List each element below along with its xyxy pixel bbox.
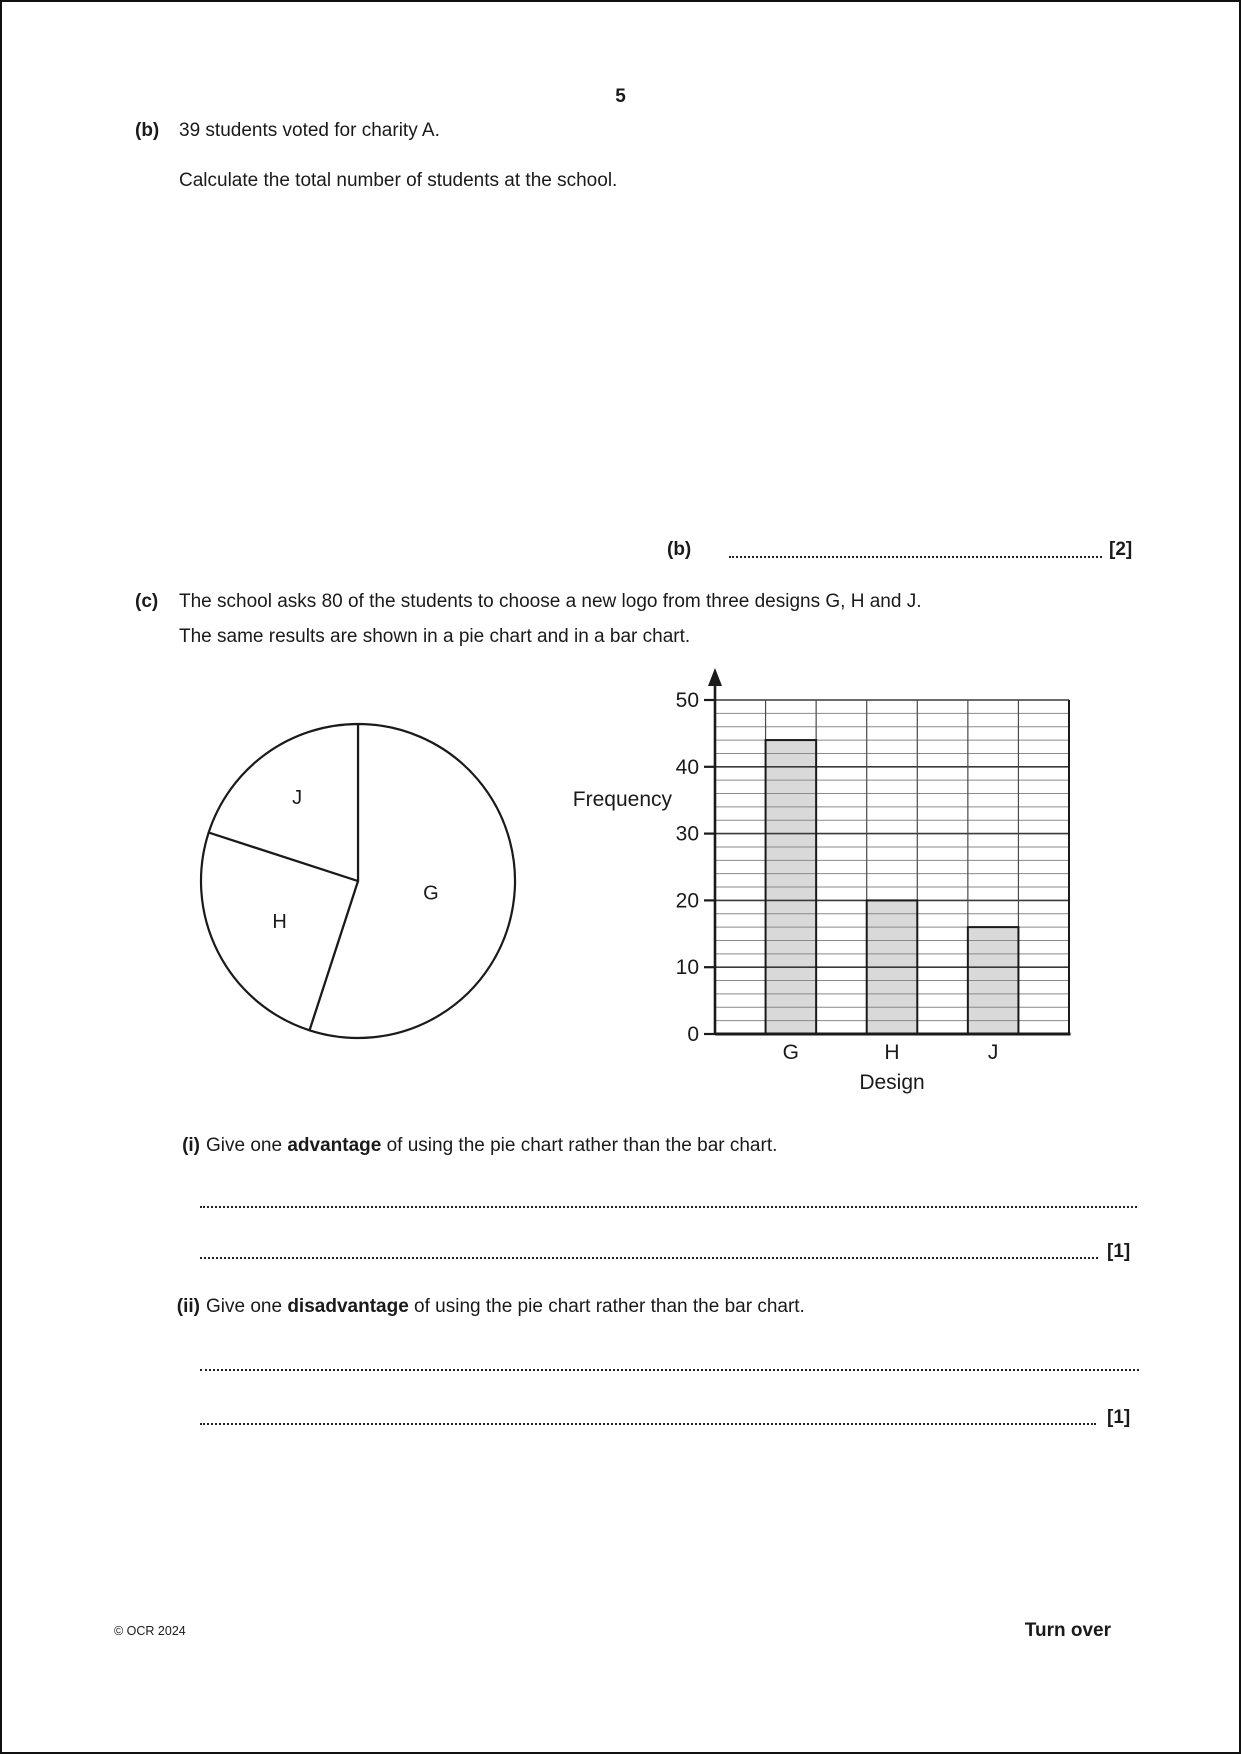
part-b-marks: [2]: [1109, 539, 1133, 560]
x-category-label-h: H: [884, 1041, 900, 1064]
page-number: 5: [615, 86, 626, 107]
part-c-label: (c): [135, 591, 159, 612]
y-tick-label: 50: [675, 689, 699, 712]
part-cii-text: [206, 1296, 805, 1318]
pie-label-j: J: [292, 787, 303, 810]
footer-copyright: © OCR 2024: [114, 1624, 186, 1638]
part-ci-text-bold: advantage: [287, 1135, 382, 1156]
bar-chart: [542, 642, 1087, 1102]
part-cii-answer-line-1[interactable]: [200, 1351, 1139, 1371]
y-tick-label: 30: [675, 822, 699, 846]
footer-turn-over: Turn over: [1024, 1620, 1111, 1641]
part-cii-answer-line-2[interactable]: [200, 1405, 1096, 1425]
pie-label-g: G: [423, 882, 439, 905]
y-axis-arrow-icon: [708, 668, 722, 686]
y-tick-label: 40: [675, 755, 699, 779]
y-tick-label: 0: [687, 1023, 699, 1046]
x-axis-title: Design: [859, 1071, 925, 1094]
part-ci-answer-line-2[interactable]: [200, 1239, 1098, 1259]
y-tick-label: 10: [675, 956, 699, 980]
part-ci-label: (i): [182, 1135, 200, 1156]
part-cii-marks: [1]: [1107, 1407, 1131, 1428]
part-b-text-1: 39 students voted for charity A.: [179, 120, 440, 141]
part-cii-label: (ii): [176, 1296, 200, 1317]
part-b-answer-label: (b): [667, 539, 692, 560]
part-cii-text-bold: disadvantage: [287, 1296, 409, 1317]
part-cii-text-pre: Give one: [206, 1296, 288, 1317]
part-b-answer-line[interactable]: [729, 536, 1102, 558]
part-c-text-2: The same results are shown in a pie chart and in a bar chart.: [179, 626, 691, 647]
part-ci-text-pre: Give one: [206, 1135, 288, 1156]
part-cii-text-post: of using the pie chart rather than the bar chart.: [408, 1296, 805, 1317]
part-ci-marks: [1]: [1107, 1241, 1131, 1262]
part-ci-text-post: of using the pie chart rather than the bar chart.: [381, 1135, 778, 1156]
y-axis-title: Frequency: [572, 788, 672, 811]
pie-label-h: H: [272, 910, 287, 933]
part-c-text-1: The school asks 80 of the students to choose a new logo from three designs G, H and J.: [179, 591, 922, 612]
y-tick-label: 20: [675, 889, 699, 913]
part-ci-answer-line-1[interactable]: [200, 1188, 1137, 1208]
part-ci-text: [206, 1135, 777, 1157]
pie-chart: [177, 697, 537, 1057]
part-b-text-2: Calculate the total number of students at the school.: [179, 170, 618, 191]
part-b-label: (b): [135, 120, 160, 141]
x-category-label-g: G: [782, 1041, 800, 1064]
x-category-label-j: J: [987, 1041, 999, 1064]
